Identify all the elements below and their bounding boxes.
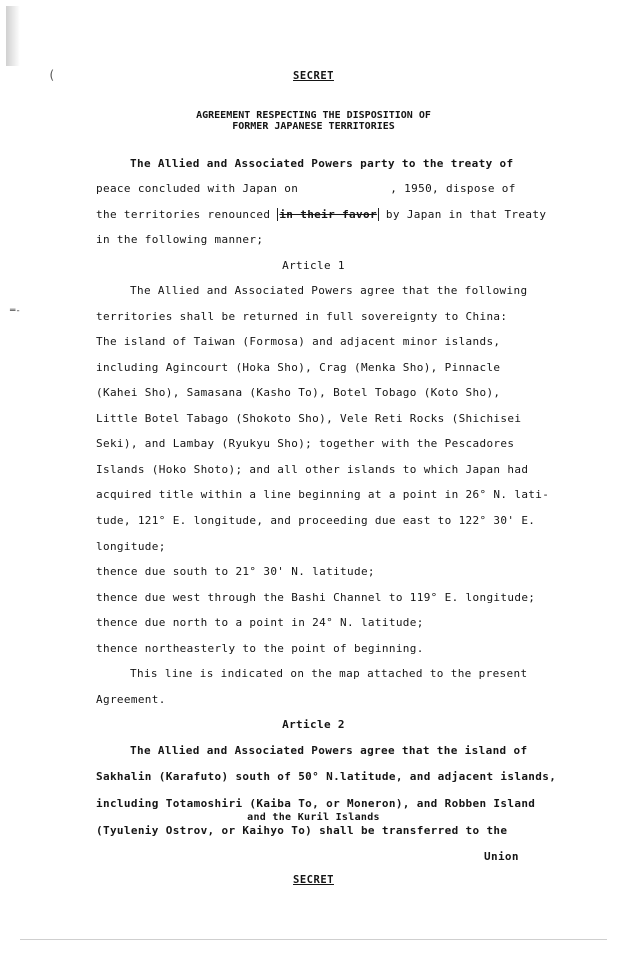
article-2-line: (Tyuleniy Ostrov, or Kaihyo To) shall be transferred to the xyxy=(96,824,508,837)
article-1-line: thence due west through the Bashi Channel to 119° E. longitude; xyxy=(96,591,536,604)
article-1-line: thence northeasterly to the point of beginning. xyxy=(96,642,424,655)
scan-edge-shadow xyxy=(6,6,20,66)
preamble-line-3 xyxy=(96,208,546,221)
article-1-line: territories shall be returned in full sovereignty to China: xyxy=(96,310,508,323)
article-1-line: Seki), and Lambay (Ryukyu Sho); together with the Pescadores xyxy=(96,437,515,450)
article-2-line: Sakhalin (Karafuto) south of 50° N.latitude, and adjacent islands, xyxy=(96,770,557,783)
article-1-line: The island of Taiwan (Formosa) and adjacent minor islands, xyxy=(96,335,501,348)
preamble-line-2b: , 1950, dispose of xyxy=(390,182,516,195)
preamble-line-2 xyxy=(96,182,516,195)
struck-text: in their favor xyxy=(279,208,377,221)
article-1-line: (Kahei Sho), Samasana (Kasho To), Botel Tobago (Koto Sho), xyxy=(96,386,501,399)
title-line-2: FORMER JAPANESE TERRITORIES xyxy=(232,121,395,132)
article-1-line: The Allied and Associated Powers agree that the following xyxy=(130,284,528,297)
preamble-line-3a: the territories renounced xyxy=(96,208,271,221)
document-title xyxy=(0,110,627,132)
article-2-continuation: Union xyxy=(484,850,519,863)
classification-header: SECRET xyxy=(293,70,334,82)
article-1-line: Little Botel Tabago (Shokoto Sho), Vele Reti Rocks (Shichisei xyxy=(96,412,522,425)
title-line-1: AGREEMENT RESPECTING THE DISPOSITION OF xyxy=(196,110,431,121)
preamble-line-1: The Allied and Associated Powers party to the treaty of xyxy=(130,157,514,170)
scan-mark: ( xyxy=(48,68,56,82)
article-1-line: This line is indicated on the map attached to the present xyxy=(130,667,528,680)
article-1-heading: Article 1 xyxy=(282,259,345,272)
article-1-line: thence due north to a point in 24° N. latitude; xyxy=(96,616,424,629)
inserted-text: and the Kuril Islands xyxy=(247,812,380,823)
preamble-line-4: in the following manner; xyxy=(96,233,264,246)
article-2-heading: Article 2 xyxy=(282,718,345,731)
margin-mark: ═- xyxy=(10,306,21,316)
article-1-line: thence due south to 21° 30' N. latitude; xyxy=(96,565,375,578)
article-1-line: tude, 121° E. longitude, and proceeding due east to 122° 30' E. xyxy=(96,514,536,527)
article-1-line: including Agincourt (Hoka Sho), Crag (Menka Sho), Pinnacle xyxy=(96,361,501,374)
preamble-line-3b: by Japan in that Treaty xyxy=(385,208,547,221)
article-2-line: including Totamoshiri (Kaiba To, or Moneron), and Robben Island xyxy=(96,797,536,810)
article-1-line: longitude; xyxy=(96,540,166,553)
preamble-line-2a: peace concluded with Japan on xyxy=(96,182,299,195)
article-1-line: Islands (Hoko Shoto); and all other islands to which Japan had xyxy=(96,463,529,476)
article-1-line: acquired title within a line beginning at a point in 26° N. lati- xyxy=(96,488,550,501)
article-1-line: Agreement. xyxy=(96,693,166,706)
scan-bottom-edge xyxy=(20,939,607,940)
classification-footer: SECRET xyxy=(293,874,334,886)
article-2-line: The Allied and Associated Powers agree that the island of xyxy=(130,744,528,757)
